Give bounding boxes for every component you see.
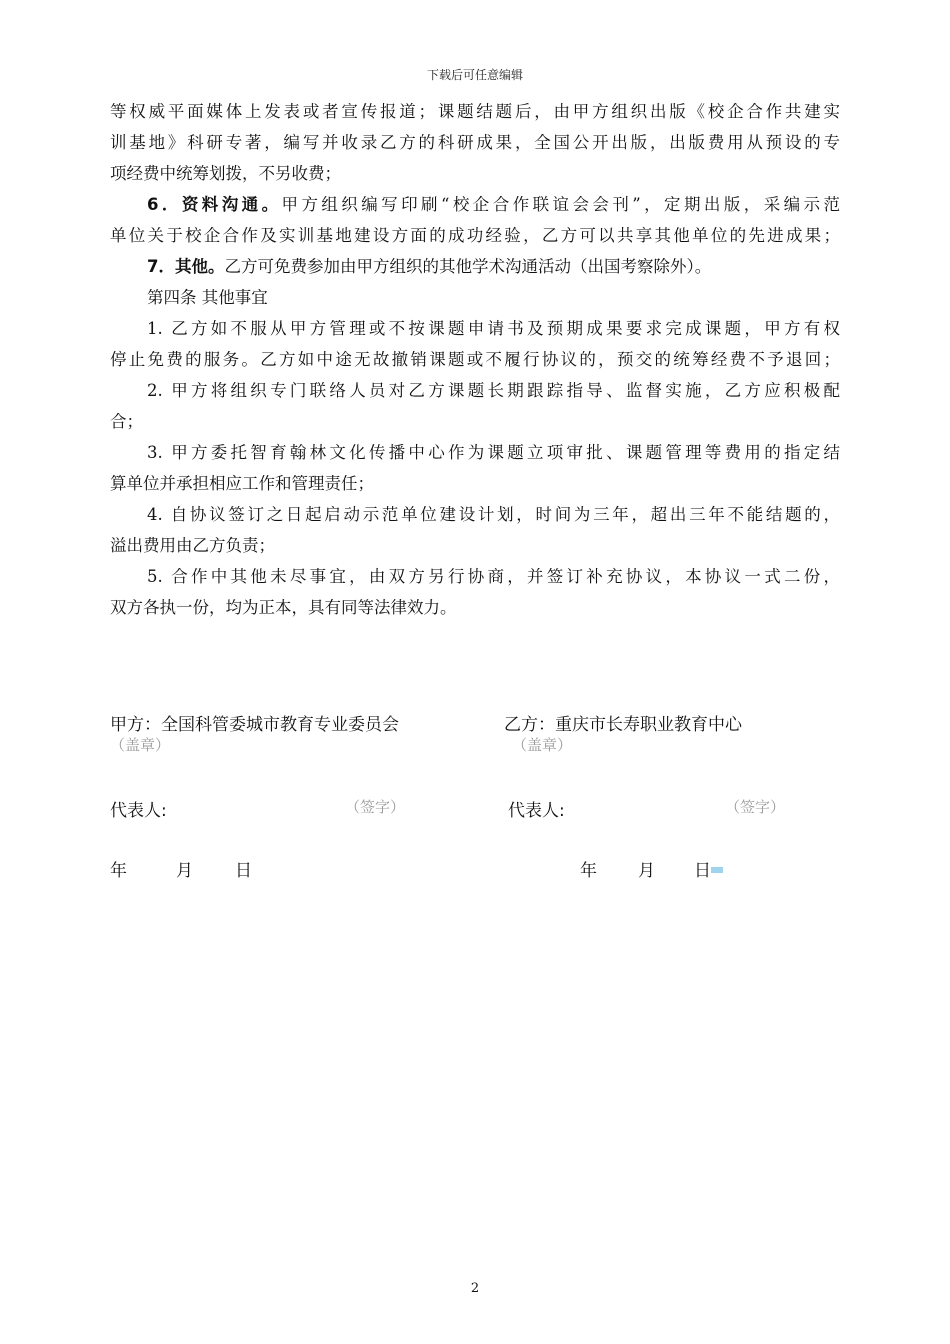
- text-selection-marker: [711, 867, 723, 873]
- party-a-date-year: 年: [110, 861, 127, 881]
- clause-4-line-1: 4. 自协议签订之日起启动示范单位建设计划，时间为三年，超出三年不能结题的，: [147, 505, 840, 524]
- party-a-date-month: 月: [176, 861, 193, 881]
- party-b-stamp: （盖章）: [512, 736, 573, 754]
- body-line-1: 等权威平面媒体上发表或者宣传报道；课题结题后，由甲方组织出版《校企合作共建实: [110, 102, 840, 121]
- clause-5-line-2: 双方各执一份，均为正本，具有同等法律效力。: [110, 598, 457, 617]
- party-a-signature-note: （签字）: [345, 798, 406, 816]
- document-body: [110, 96, 840, 623]
- clause-1-line-1: 1. 乙方如不服从甲方管理或不按课题申请书及预期成果要求完成课题，甲方有权: [147, 319, 840, 338]
- party-b-signature-note: （签字）: [725, 798, 786, 816]
- body-line-3: 项经费中统筹划拨，不另收费；: [110, 164, 341, 183]
- party-a-date-day: 日: [235, 861, 252, 881]
- item-7-line: [110, 251, 840, 282]
- item-7-text: 乙方可免费参加由甲方组织的其他学术沟通活动（出国考察除外）。: [224, 257, 712, 276]
- body-line-2: 训基地》科研专著，编写并收录乙方的科研成果，全国公开出版，出版费用从预设的专: [110, 133, 840, 152]
- party-b-date-year: 年: [580, 861, 597, 881]
- item-6-second-line: 单位关于校企合作及实训基地建设方面的成功经验，乙方可以共享其他单位的先进成果；: [110, 226, 840, 245]
- clause-5-line-1: 5. 合作中其他未尽事宜，由双方另行协商，并签订补充协议，本协议一式二份，: [147, 567, 840, 586]
- party-a-name: 甲方：全国科管委城市教育专业委员会: [110, 715, 399, 735]
- clause-3-line-1: 3. 甲方委托智育翰林文化传播中心作为课题立项审批、课题管理等费用的指定结: [147, 443, 840, 462]
- clause-3-line-2: 算单位并承担相应工作和管理责任；: [110, 474, 374, 493]
- clause-1-line-2: 停止免费的服务。乙方如中途无故撤销课题或不履行协议的，预交的统筹经费不予退回；: [110, 350, 840, 369]
- item-6-number: 6．: [147, 195, 182, 214]
- item-6-title: 资料沟通。: [181, 195, 282, 214]
- item-7-title: 其他。: [174, 257, 225, 276]
- party-b-date-day: 日: [694, 861, 711, 881]
- clause-2-line-1: 2. 甲方将组织专门联络人员对乙方课题长期跟踪指导、监督实施，乙方应积极配: [147, 381, 840, 400]
- item-7-number: 7．: [147, 257, 175, 276]
- article-4-title: 第四条 其他事宜: [147, 288, 268, 307]
- party-b-representative-label: 代表人:: [508, 801, 565, 821]
- page-number: 2: [470, 1281, 480, 1296]
- party-b-date-month: 月: [638, 861, 655, 881]
- clause-2-line-2: 合；: [110, 412, 143, 431]
- clause-4-line-2: 溢出费用由乙方负责；: [110, 536, 275, 555]
- page-header: 下载后可任意编辑: [426, 68, 523, 82]
- party-a-stamp: （盖章）: [110, 736, 171, 754]
- party-b-name: 乙方：重庆市长寿职业教育中心: [504, 715, 742, 735]
- item-6-first-line: [110, 189, 840, 220]
- party-a-representative-label: 代表人:: [110, 801, 167, 821]
- item-6-text: 甲方组织编写印刷“校企合作联谊会会刊”，定期出版，采编示范: [281, 195, 841, 214]
